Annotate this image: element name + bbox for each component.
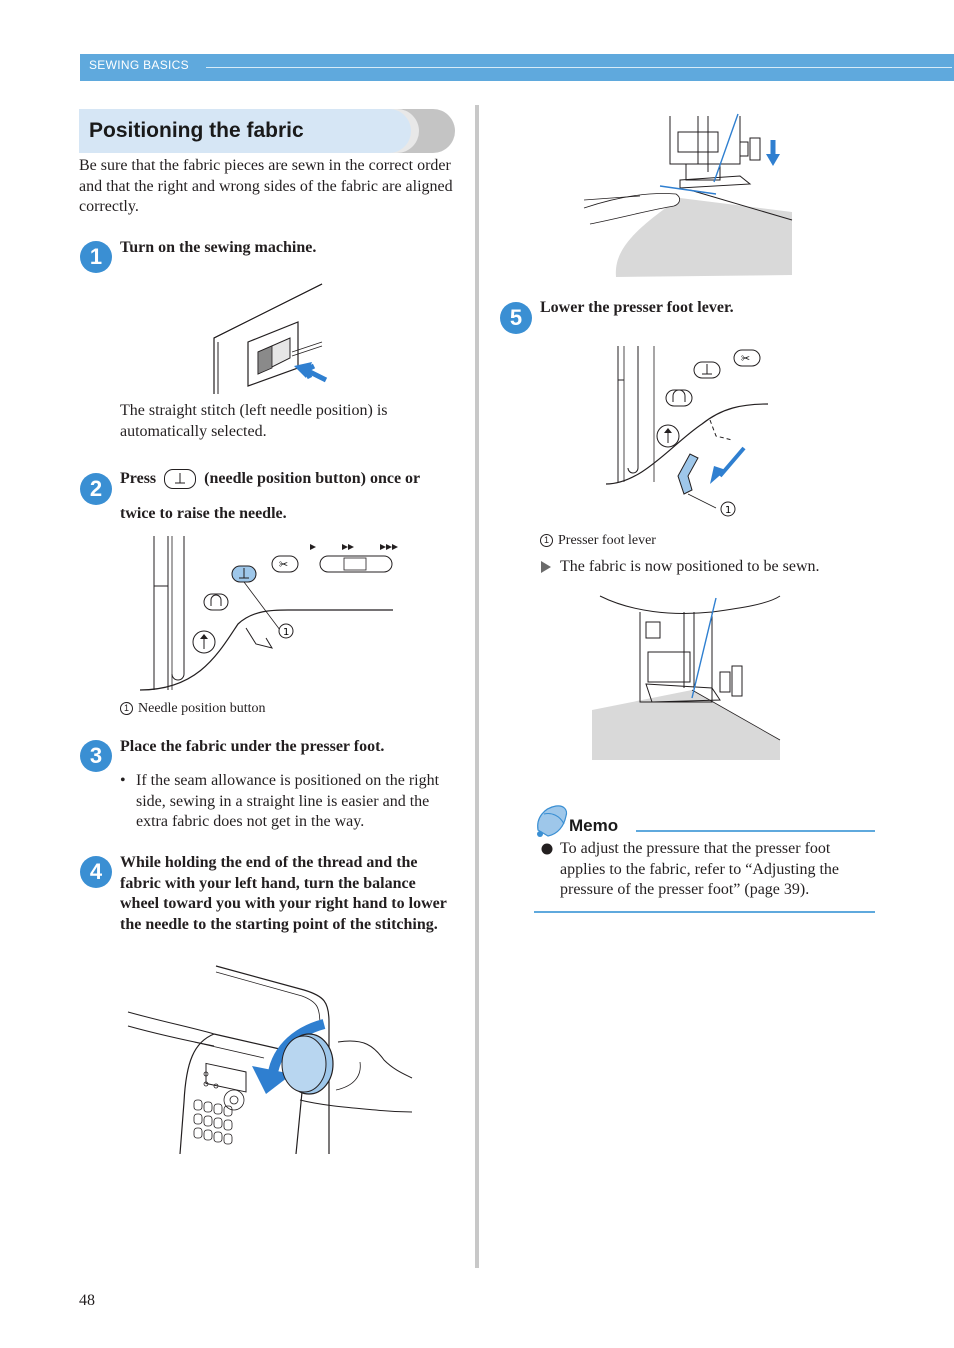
svg-text:✂: ✂ — [279, 558, 289, 571]
power-switch-illustration — [208, 282, 338, 397]
needle-position-icon — [164, 469, 196, 489]
memo-bell-icon — [534, 804, 570, 838]
balance-wheel-illustration — [124, 962, 414, 1157]
callout-1-lever: 1 — [725, 505, 732, 516]
presser-foot-lever-illustration — [602, 344, 772, 524]
fabric-positioned-illustration — [592, 592, 784, 762]
section-label: SEWING BASICS — [89, 58, 189, 72]
step-number-5: 5 — [500, 302, 532, 334]
step-2-caption — [120, 701, 266, 717]
step-3-bullet: If the seam allowance is positioned on the right side, sewing in a straight line is easier and the extra fabric does not get in the way. — [136, 772, 440, 830]
memo-bottom-rule — [534, 911, 875, 913]
caption-label: Needle position button — [138, 701, 266, 716]
step-number-1: 1 — [80, 241, 112, 273]
memo-title-rule — [636, 830, 875, 832]
needle-lowered-illustration — [580, 112, 800, 277]
step-2-text-line2: twice to raise the needle. — [120, 505, 287, 522]
step-5-result: The fabric is now positioned to be sewn. — [560, 558, 820, 575]
step-number-3: 3 — [80, 740, 112, 772]
caption-number: 1 — [540, 534, 553, 547]
step-1-note: The straight stitch (left needle position) is automatically selected. — [120, 402, 388, 440]
step-5-text: Lower the presser foot lever. — [540, 299, 734, 316]
intro-paragraph: Be sure that the fabric pieces are sewn in the correct order and that the right and wrong sides of the fabric are aligned correctly. — [79, 157, 453, 215]
page-title: Positioning the fabric — [89, 119, 304, 142]
needle-position-panel-illustration — [138, 534, 408, 694]
column-divider — [475, 105, 479, 1268]
header-rule — [206, 67, 952, 68]
memo-title: Memo — [569, 816, 619, 835]
bullet-dot: • — [120, 772, 126, 789]
step-number-4: 4 — [80, 856, 112, 888]
callout-1-panel: 1 — [283, 627, 290, 638]
caption-number: 1 — [120, 702, 133, 715]
step-2-text-end: (needle position button) once or — [204, 470, 421, 487]
memo-text: To adjust the pressure that the presser foot applies to the fabric, refer to “Adjusting the pressure of the presser foot” (page 39). — [560, 840, 840, 898]
caption-label: Presser foot lever — [558, 533, 656, 548]
svg-text:✂: ✂ — [741, 352, 751, 365]
step-4-text: While holding the end of the thread and the fabric with your left hand, turn the balance wheel toward you with your right hand to lower the needle to the starting point of the stitching. — [120, 854, 447, 933]
step-5-caption — [540, 533, 656, 549]
memo-bullet — [540, 842, 554, 856]
step-1-text: Turn on the sewing machine. — [120, 239, 317, 256]
step-2-text-start: Press — [120, 470, 157, 487]
page-number: 48 — [79, 1292, 95, 1309]
step-3-text: Place the fabric under the presser foot. — [120, 738, 385, 755]
step-2-text — [120, 469, 460, 490]
step-number-2: 2 — [80, 473, 112, 505]
